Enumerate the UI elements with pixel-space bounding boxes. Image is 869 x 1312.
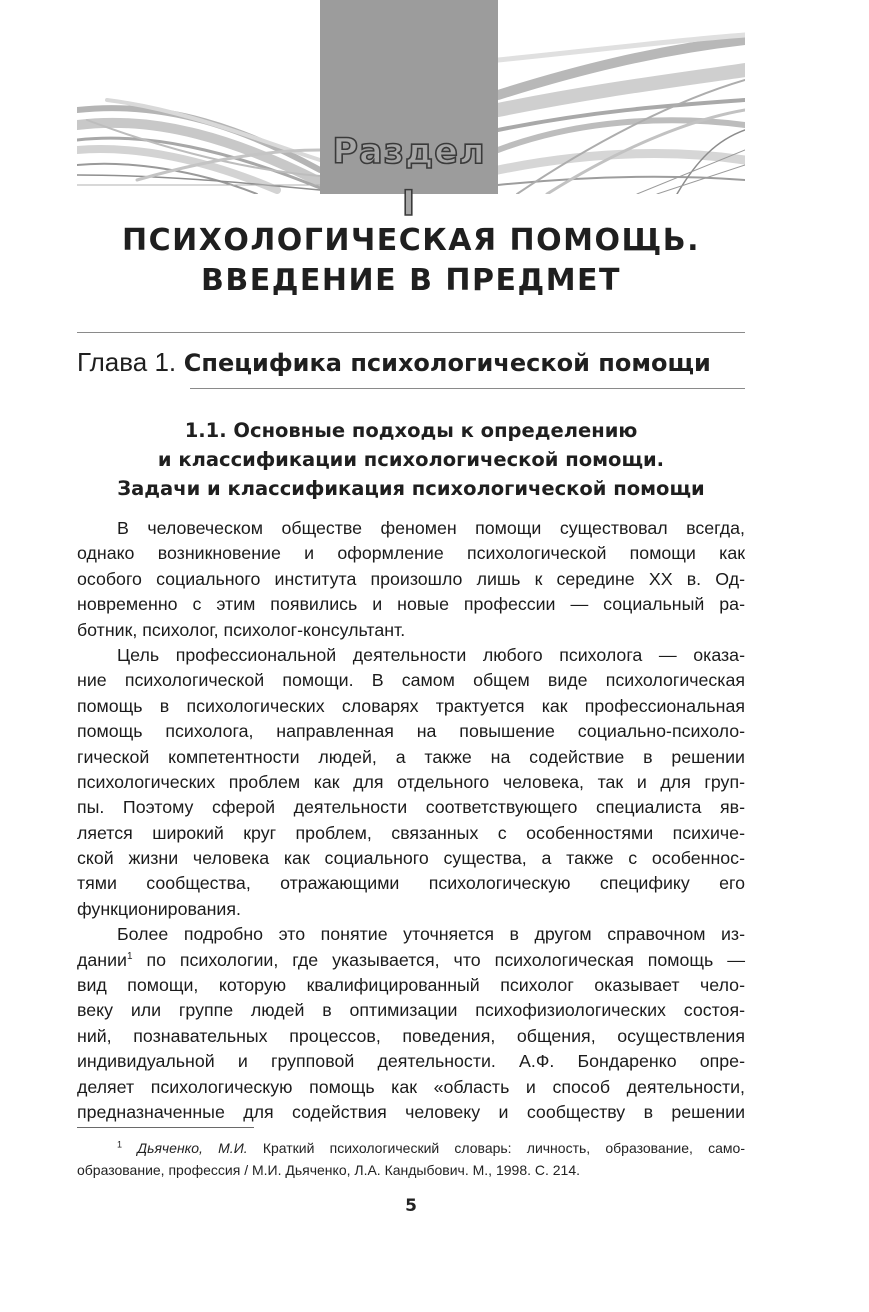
chapter-title: Специфика психологической помощи xyxy=(183,349,711,377)
body-line: гической компетентности людей, а также на содействие в решении xyxy=(77,746,745,767)
section-heading xyxy=(77,416,745,503)
chapter-number: Глава 1. xyxy=(77,347,177,377)
chapter-heading xyxy=(77,344,711,381)
footnote-line: образование, профессия / М.И. Дьяченко, Л.А. Кандыбович. М., 1998. С. 214. xyxy=(77,1162,581,1178)
section-label: Раздел I xyxy=(332,132,486,224)
part-title-line: ВВЕДЕНИЕ В ПРЕДМЕТ xyxy=(200,263,622,298)
part-title-line: ПСИХОЛОГИЧЕСКАЯ ПОМОЩЬ. xyxy=(121,223,701,258)
body-line: новременно с этим появились и новые профессии — социальный ра- xyxy=(77,594,745,615)
footnote xyxy=(77,1137,745,1181)
body-line: предназначенные для содействия человеку и сообществу в решении xyxy=(77,1101,745,1122)
body-line: Более подробно это понятие уточняется в другом справочном из- xyxy=(117,924,745,945)
page-number: 5 xyxy=(405,1196,417,1216)
body-line: ние психологической помощи. В самом общем виде психологическая xyxy=(77,670,745,691)
footnote-text: Краткий психологический словарь: личность, образование, само- xyxy=(262,1140,745,1156)
body-line: помощь в психологических словарях трактуется как профессиональная xyxy=(77,695,745,716)
section-heading-line: Задачи и классификация психологической помощи xyxy=(117,477,705,500)
footnote-marker: 1 xyxy=(117,1139,123,1150)
divider-chapter xyxy=(190,388,745,389)
body-line: ляется широкий круг проблем, связанных с особенностями психиче- xyxy=(77,822,745,843)
body-line: ской жизни человека как социального существа, а также с особеннос- xyxy=(77,848,745,869)
body-line: психологических проблем как для отдельного человека, так и для груп- xyxy=(77,771,745,792)
body-line-part: дании xyxy=(77,949,127,970)
footnote-line xyxy=(77,1137,745,1159)
body-line: В человеческом обществе феномен помощи существовал всегда, xyxy=(117,518,745,538)
body-line: функционирования. xyxy=(77,898,241,919)
body-line: ботник, психолог, психолог-консультант. xyxy=(77,619,406,640)
body-line: помощь психолога, направленная на повышение социально-психоло- xyxy=(77,721,745,742)
body-line: индивидуальной и групповой деятельности. А.Ф. Бондаренко опре- xyxy=(77,1051,745,1072)
footnote-divider xyxy=(77,1127,254,1128)
body-line: тями сообщества, отражающими психологическую специфику его xyxy=(77,873,745,894)
body-line: вид помощи, которую квалифицированный психолог оказывает чело- xyxy=(77,975,745,996)
body-line: веку или группе людей в оптимизации психофизиологических состоя- xyxy=(77,1000,745,1021)
body-line: пы. Поэтому сферой деятельности соответствующего специалиста яв- xyxy=(77,797,745,818)
body-line-with-footnote xyxy=(77,948,745,973)
body-line-part: по психологии, где указывается, что психологическая помощь — xyxy=(146,949,745,970)
body-line: деляет психологическую помощь как «область и способ деятельности, xyxy=(77,1076,745,1097)
part-title xyxy=(77,221,745,301)
footnote-author: Дьяченко, М.И. xyxy=(137,1140,248,1156)
divider-top xyxy=(77,332,745,333)
section-heading-line: 1.1. Основные подходы к определению xyxy=(184,419,638,442)
body-line: однако возникновение и оформление психологической помощи как xyxy=(77,543,745,564)
body-text xyxy=(77,516,745,1125)
body-line: особого социального института произошло лишь к середине XX в. Од- xyxy=(77,568,745,589)
section-heading-line: и классификации психологической помощи. xyxy=(157,448,665,471)
footnote-reference[interactable]: 1 xyxy=(126,950,133,962)
body-line: ний, познавательных процессов, поведения, общения, осуществления xyxy=(77,1025,745,1046)
body-line: Цель профессиональной деятельности любого психолога — оказа- xyxy=(117,644,745,665)
